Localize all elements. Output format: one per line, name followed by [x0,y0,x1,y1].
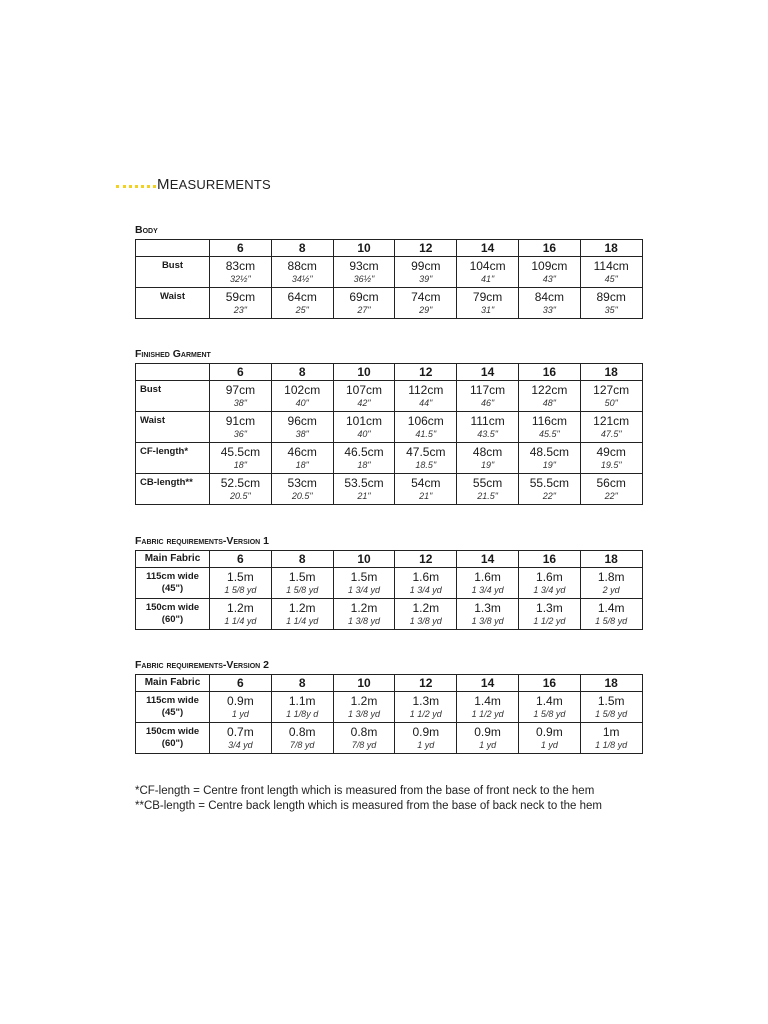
metric-value: 106cm [407,414,444,428]
metric-value: 59cm [225,290,256,304]
table-row [136,288,643,319]
value-cell [333,568,395,599]
value-cell [333,381,395,412]
metric-value: 99cm [411,259,441,273]
value-cell [518,412,580,443]
imperial-value: 48" [542,398,556,408]
row-label-text: 150cm wide [145,726,200,737]
finished-garment-table [135,363,643,505]
value-cell [333,723,395,754]
metric-value: 0.9m [474,725,501,739]
row-label [136,692,210,723]
footnote-cf-length: *CF-length = Centre front length which is measured from the base of front neck to the hem [135,785,595,797]
imperial-value: 40" [295,398,309,408]
size-header: 12 [395,364,457,381]
value-cell [580,288,642,319]
metric-value: 111cm [470,414,505,428]
imperial-value: 18" [357,460,371,470]
metric-value: 93cm [349,259,379,273]
imperial-value: 1 yd [540,740,558,750]
imperial-value: 1 1/4 yd [286,616,319,626]
imperial-value: 46" [480,398,495,408]
imperial-value: 19" [480,460,495,470]
metric-value: 55.5cm [529,476,570,490]
metric-value: 88cm [287,259,317,273]
imperial-value: 1 5/8 yd [533,709,566,719]
size-header: 18 [580,675,642,692]
header-row [136,675,643,692]
row-label-text: 115cm wide [146,695,199,706]
size-header: 16 [518,364,580,381]
imperial-value: 45.5" [539,429,560,439]
value-cell [395,474,457,505]
page-title-initial: M [157,176,170,193]
value-cell [271,692,333,723]
metric-value: 1.2m [350,694,378,708]
value-cell [333,474,395,505]
section-title: Fabric requirements-Version 2 [135,659,269,671]
value-cell [518,723,580,754]
value-cell [395,692,457,723]
row-label [136,381,210,412]
value-cell [580,381,642,412]
imperial-value: 34½" [291,274,313,284]
metric-value: 74cm [411,290,441,304]
imperial-value: 1 3/4 yd [533,585,566,595]
imperial-value: 7/8 yd [351,740,377,750]
section-title: Fabric requirements-Version 1 [135,535,269,547]
value-cell [271,474,333,505]
metric-value: 127cm [593,383,630,397]
metric-value: 46.5cm [344,445,384,459]
imperial-value: 1 5/8 yd [595,709,628,719]
row-label [136,412,210,443]
size-header: 10 [333,551,395,568]
fabric-version-1-table [135,550,643,630]
value-cell [457,443,519,474]
metric-value: 1.6m [474,570,501,584]
metric-value: 1.4m [597,601,625,615]
metric-value: 109cm [531,259,568,273]
imperial-value: 18" [233,460,247,470]
size-header: 8 [271,675,333,692]
metric-value: 91cm [225,414,256,428]
imperial-value: 1 1/2 yd [533,616,566,626]
row-label-subtext: (45") [161,707,184,718]
imperial-value: 1 1/8y d [286,709,319,719]
imperial-value: 40" [357,429,371,439]
imperial-value: 20.5" [291,491,313,501]
imperial-value: 38" [295,429,309,439]
size-header: 14 [457,551,519,568]
imperial-value: 1 1/8 yd [595,740,628,750]
value-cell [457,568,519,599]
imperial-value: 22" [542,491,556,501]
imperial-value: 41" [480,274,495,284]
value-cell [518,599,580,630]
metric-value: 1.5m [227,570,254,584]
imperial-value: 2 yd [602,585,620,595]
imperial-value: 18.5" [415,460,437,470]
metric-value: 0.7m [227,725,254,739]
metric-value: 53.5cm [344,476,384,490]
value-cell [518,257,580,288]
value-cell [580,412,642,443]
table-row [136,412,643,443]
metric-value: 89cm [596,290,626,304]
imperial-value: 32½" [230,274,251,284]
imperial-value: 47.5" [600,429,622,439]
metric-value: 112cm [408,383,444,397]
table-row [136,599,643,630]
value-cell [210,288,272,319]
table-row [136,568,643,599]
value-cell [395,288,457,319]
imperial-value: 23" [233,305,247,315]
imperial-value: 19.5" [600,460,622,470]
value-cell [457,412,519,443]
size-header: 18 [580,240,642,257]
metric-value: 55cm [472,476,503,490]
value-cell [210,474,272,505]
imperial-value: 50" [604,398,618,408]
size-header: 12 [395,240,457,257]
imperial-value: 27" [357,305,371,315]
value-cell [210,568,272,599]
metric-value: 114cm [593,259,629,273]
imperial-value: 20.5" [230,491,251,501]
metric-value: 1.3m [536,601,563,615]
footnotes [135,784,602,814]
value-cell [210,381,272,412]
section-title: Finished Garment [135,348,211,360]
size-header: 16 [518,240,580,257]
value-cell [518,474,580,505]
imperial-value: 44" [419,398,433,408]
value-cell [395,599,457,630]
metric-value: 1.6m [412,570,440,584]
row-label-text: 150cm wide [145,602,200,613]
metric-value: 1.1m [288,694,316,708]
imperial-value: 41.5" [415,429,437,439]
row-label-subtext: (60") [161,738,184,749]
size-header: 8 [271,364,333,381]
value-cell [457,692,519,723]
value-cell [518,443,580,474]
imperial-value: 25" [295,305,309,315]
size-header: 14 [457,364,519,381]
value-cell [271,288,333,319]
metric-value: 1.3m [474,601,501,615]
metric-value: 101cm [345,414,382,428]
row-label-subtext: (60") [161,614,184,625]
row-label-text: Waist [140,415,165,426]
value-cell [395,723,457,754]
metric-value: 0.9m [227,694,254,708]
imperial-value: 18" [295,460,309,470]
value-cell [580,599,642,630]
imperial-value: 21" [419,491,433,501]
table-row [136,257,643,288]
finished-garment-section [135,348,642,505]
imperial-value: 3/4 yd [228,740,253,750]
row-label-text: CF-length* [140,446,189,457]
metric-value: 53cm [287,476,317,490]
metric-value: 0.9m [412,725,440,739]
value-cell [271,568,333,599]
size-header: 14 [457,675,519,692]
metric-value: 102cm [284,383,321,397]
imperial-value: 1 3/4 yd [471,585,504,595]
size-header: 12 [395,551,457,568]
row-label [136,257,210,288]
row-label [136,723,210,754]
page-title-rest: EASUREMENTS [169,177,271,192]
corner-cell: Main Fabric [136,675,210,692]
imperial-value: 31" [480,305,495,315]
imperial-value: 21.5" [477,491,498,501]
corner-cell: Main Fabric [136,551,210,568]
imperial-value: 36" [233,429,247,439]
corner-cell [136,364,210,381]
value-cell [333,257,395,288]
size-header: 16 [518,551,580,568]
size-header: 6 [210,364,272,381]
imperial-value: 21" [357,491,371,501]
row-label [136,288,210,319]
imperial-value: 1 3/8 yd [409,616,442,626]
fabric-version-2-section [135,659,642,754]
metric-value: 64cm [287,290,317,304]
imperial-value: 29" [419,305,433,315]
imperial-value: 1 yd [417,740,435,750]
value-cell [333,692,395,723]
size-header: 6 [210,675,272,692]
metric-value: 116cm [531,414,567,428]
value-cell [518,692,580,723]
metric-value: 1.5m [597,694,625,708]
metric-value: 104cm [469,259,506,273]
imperial-value: 1 1/2 yd [409,709,442,719]
value-cell [271,443,333,474]
value-cell [395,381,457,412]
value-cell [518,568,580,599]
metric-value: 1.3m [412,694,440,708]
value-cell [271,381,333,412]
metric-value: 1.5m [350,570,378,584]
imperial-value: 1 1/2 yd [471,709,504,719]
row-label-text: Bust [161,260,184,271]
row-label-subtext: (45") [161,583,184,594]
size-header: 6 [210,240,272,257]
metric-value: 1.6m [536,570,563,584]
metric-value: 1.2m [412,601,440,615]
value-cell [457,723,519,754]
imperial-value: 22" [604,491,618,501]
value-cell [271,599,333,630]
metric-value: 117cm [470,383,506,397]
metric-value: 96cm [287,414,317,428]
imperial-value: 33" [542,305,556,315]
imperial-value: 1 3/8 yd [347,616,380,626]
size-header: 6 [210,551,272,568]
value-cell [333,288,395,319]
value-cell [518,288,580,319]
value-cell [580,723,642,754]
value-cell [210,599,272,630]
value-cell [271,723,333,754]
metric-value: 1.4m [536,694,563,708]
row-label-text: CB-length** [140,477,193,488]
row-label-text: 115cm wide [146,571,199,582]
value-cell [580,474,642,505]
size-header: 10 [333,675,395,692]
imperial-value: 19" [542,460,556,470]
imperial-value: 1 5/8 yd [595,616,628,626]
metric-value: 54cm [411,476,441,490]
value-cell [457,474,519,505]
value-cell [580,568,642,599]
footnote-cb-length: **CB-length = Centre back length which is measured from the base of back neck to the hem [135,800,602,812]
value-cell [457,257,519,288]
value-cell [580,257,642,288]
body-measurements-table [135,239,643,319]
metric-value: 1m [602,725,620,739]
value-cell [457,381,519,412]
value-cell [518,381,580,412]
metric-value: 0.9m [536,725,563,739]
body-measurements-section [135,224,642,319]
imperial-value: 1 5/8 yd [286,585,319,595]
fabric-version-1-section [135,535,642,630]
imperial-value: 38" [233,398,247,408]
value-cell [271,257,333,288]
metric-value: 83cm [225,259,256,273]
metric-value: 1.5m [288,570,316,584]
row-label [136,568,210,599]
imperial-value: 1 3/8 yd [347,709,380,719]
imperial-value: 43" [542,274,556,284]
size-header: 14 [457,240,519,257]
metric-value: 48.5cm [529,445,570,459]
imperial-value: 36½" [353,274,375,284]
row-label [136,599,210,630]
metric-value: 1.2m [288,601,316,615]
imperial-value: 45" [604,274,618,284]
metric-value: 0.8m [288,725,316,739]
value-cell [395,443,457,474]
row-label [136,474,210,505]
table-row [136,381,643,412]
metric-value: 121cm [593,414,630,428]
metric-value: 1.2m [227,601,254,615]
value-cell [395,257,457,288]
value-cell [395,412,457,443]
fabric-version-2-table [135,674,643,754]
metric-value: 52.5cm [220,476,261,490]
imperial-value: 1 yd [479,740,497,750]
value-cell [210,412,272,443]
metric-value: 1.2m [350,601,378,615]
metric-value: 0.8m [350,725,378,739]
imperial-value: 43.5" [477,429,498,439]
imperial-value: 39" [419,274,433,284]
metric-value: 1.8m [597,570,625,584]
value-cell [395,568,457,599]
title-dots-decoration [116,183,156,188]
row-label-text: Bust [140,384,162,395]
metric-value: 47.5cm [406,445,446,459]
value-cell [210,257,272,288]
header-row [136,240,643,257]
size-header: 18 [580,551,642,568]
imperial-value: 1 3/4 yd [409,585,442,595]
value-cell [457,599,519,630]
imperial-value: 1 1/4 yd [224,616,257,626]
metric-value: 69cm [349,290,379,304]
metric-value: 97cm [225,383,256,397]
metric-value: 1.4m [474,694,501,708]
value-cell [271,412,333,443]
imperial-value: 42" [357,398,371,408]
value-cell [580,692,642,723]
table-row [136,443,643,474]
metric-value: 79cm [472,290,503,304]
size-header: 16 [518,675,580,692]
metric-value: 49cm [596,445,626,459]
metric-value: 48cm [472,445,503,459]
header-row [136,551,643,568]
metric-value: 45.5cm [220,445,261,459]
value-cell [333,412,395,443]
header-row [136,364,643,381]
imperial-value: 7/8 yd [289,740,315,750]
imperial-value: 1 yd [231,709,249,719]
size-header: 12 [395,675,457,692]
value-cell [210,692,272,723]
value-cell [210,443,272,474]
table-row [136,692,643,723]
metric-value: 46cm [287,445,317,459]
value-cell [333,599,395,630]
corner-cell [136,240,210,257]
imperial-value: 1 3/8 yd [471,616,504,626]
size-header: 10 [333,240,395,257]
size-header: 10 [333,364,395,381]
row-label-text: Waist [160,291,185,302]
size-header: 8 [271,551,333,568]
imperial-value: 1 3/4 yd [347,585,380,595]
page-title [116,176,271,193]
value-cell [457,288,519,319]
metric-value: 56cm [596,476,626,490]
metric-value: 107cm [345,383,382,397]
imperial-value: 1 5/8 yd [224,585,257,595]
value-cell [580,443,642,474]
size-header: 8 [271,240,333,257]
imperial-value: 35" [604,305,618,315]
metric-value: 122cm [531,383,568,397]
table-row [136,723,643,754]
metric-value: 84cm [534,290,565,304]
table-row [136,474,643,505]
value-cell [210,723,272,754]
size-header: 18 [580,364,642,381]
section-title: Body [135,224,158,236]
value-cell [333,443,395,474]
row-label [136,443,210,474]
